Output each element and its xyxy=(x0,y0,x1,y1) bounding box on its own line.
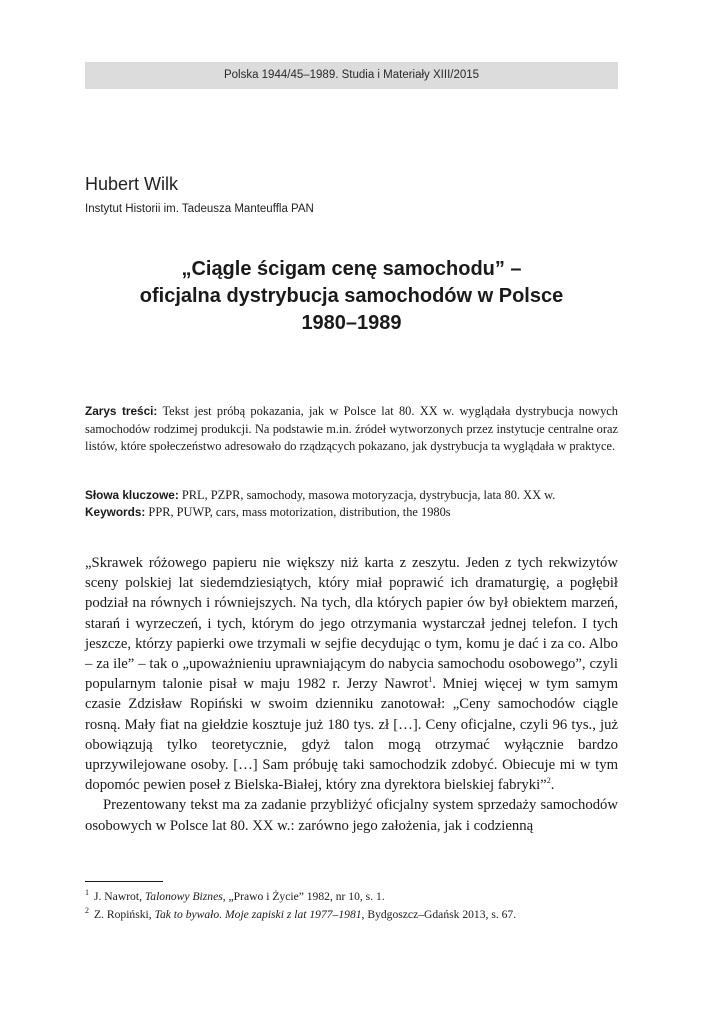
paragraph-1-part-b: . Mniej więcej w tym samym czasie Zdzisław Ropiński w swoim dzienniku zanotował: „Ceny samochodów ciągle rosną. Mały fiat na giełdzie kosztuje już 180 tys. zł […]. Ceny oficjalne, czyli 96 tys., już obowiązują tylko teoretycznie, gdyż talon mogą otrzymać wyłącznie bardzo uprzywilejowane osoby. […] Sam próbuję taki samochodzik zdobyć. Obiecuje mi w tym dopomóc pewien poseł z Bielska-Białej, który zna dyrektora bielskiej fabryki” xyxy=(85,676,618,794)
footnote-1-post: , „Prawo i Życie” 1982, nr 10, s. 1. xyxy=(222,890,385,903)
footnote-1 xyxy=(85,888,618,906)
footnote-1-title: Talonowy Biznes xyxy=(144,890,223,903)
footnote-ref-2[interactable]: 2 xyxy=(546,776,551,786)
paragraph-1-part-c: . xyxy=(550,777,555,794)
keywords-en-label: Keywords: xyxy=(85,505,146,519)
author-affiliation: Instytut Historii im. Tadeusza Manteuffla PAN xyxy=(85,203,314,215)
title-line-2: oficjalna dystrybucja samochodów w Polsce xyxy=(139,285,564,307)
title-line-3: 1980–1989 xyxy=(301,312,402,334)
paragraph-1-part-a: „Skrawek różowego papieru nie większy niż karta z zeszytu. Jeden z tych rekwizytów sceny polskiej lat siedemdziesiątych, który miał poprawić ich dramaturgię, a pogłębił podział na równych i równiejszych. Na tych, dla których papier ów był obiektem marzeń, starań i wyrzeczeń, i tych, którym do jego otrzymania wystarczał jednej telefon. I tych jeszcze, którzy papierki owe trzymali w sejfie decydując o tym, komu je dać i za co. Albo – za ile” – tak o „upoważnieniu uprawniającym do nabycia samochodu osobowego”, czyli popularnym talonie pisał w maju 1982 r. Jerzy Nawrot xyxy=(85,555,618,693)
abstract-text: Tekst jest próbą pokazania, jak w Polsce lat 80. XX w. wyglądała dystrybucja nowych samochodów rodzimej produkcji. Na podstawie m.in. źródeł wytworzonych przez instytucje centralne oraz listów, które społeczeństwo adresowało do rządzących pokazano, jak dystrybucja ta wyglądała w praktyce. xyxy=(85,404,618,453)
footnote-1-number: 1 xyxy=(85,888,89,898)
keywords-en-text: PPR, PUWP, cars, mass motorization, distribution, the 1980s xyxy=(148,505,451,519)
author-name: Hubert Wilk xyxy=(85,174,179,194)
footnote-2-number: 2 xyxy=(85,906,89,916)
journal-title: Polska 1944/45–1989. Studia i Materiały XIII/2015 xyxy=(223,69,480,81)
keywords-pl-label: Słowa kluczowe: xyxy=(85,488,179,502)
abstract xyxy=(85,403,618,456)
paragraph-2: Prezentowany tekst ma za zadanie przybliżyć oficjalny system sprzedaży samochodów osobowych w Polsce lat 80. XX w.: zarówno jego założenia, jak i codzienną xyxy=(85,797,618,834)
footnote-2-title: Tak to bywało. Moje zapiski z lat 1977–1981 xyxy=(154,908,362,921)
title-line-1: „Ciągle ścigam cenę samochodu” – xyxy=(181,258,522,280)
body-text xyxy=(85,553,618,836)
paragraph-1 xyxy=(85,553,618,795)
abstract-label: Zarys treści: xyxy=(85,404,158,418)
footnote-2 xyxy=(85,906,618,924)
running-header xyxy=(85,62,618,89)
footnote-1-pre: J. Nawrot, xyxy=(94,890,145,903)
footnote-ref-1[interactable]: 1 xyxy=(428,675,433,685)
keywords-polish xyxy=(85,487,618,504)
keywords-pl-text: PRL, PZPR, samochody, masowa motoryzacja, dystrybucja, lata 80. XX w. xyxy=(181,488,556,502)
keywords-english xyxy=(85,504,618,521)
footnotes xyxy=(85,888,618,924)
footnote-2-pre: Z. Ropiński, xyxy=(94,908,155,921)
footnote-2-post: , Bydgoszcz–Gdańsk 2013, s. 67. xyxy=(361,908,517,921)
article-title xyxy=(85,256,618,337)
footnote-divider xyxy=(85,881,163,882)
